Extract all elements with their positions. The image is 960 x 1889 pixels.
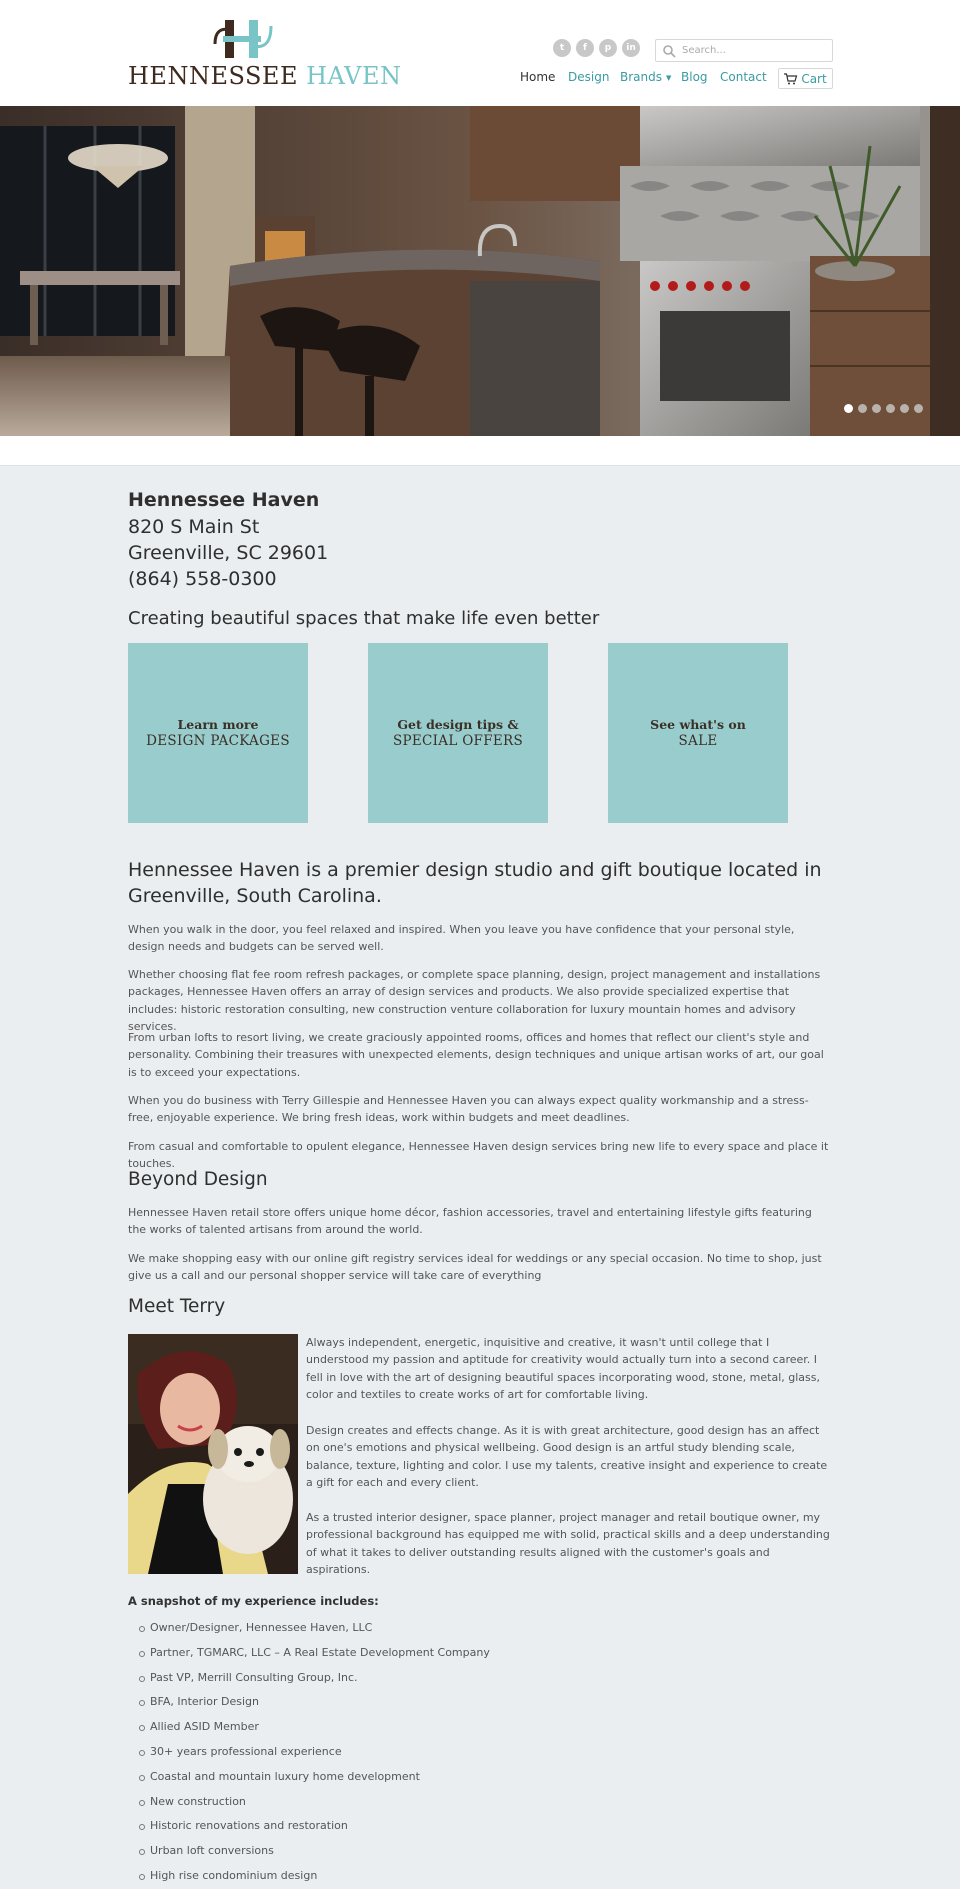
tagline: Creating beautiful spaces that make life even better	[128, 608, 600, 629]
nav-design[interactable]: Design	[568, 70, 610, 84]
intro-heading: Hennessee Haven is a premier design studio and gift boutique located in Greenville, South Carolina.	[128, 859, 822, 907]
experience-item: New construction	[128, 1790, 833, 1815]
twitter-icon[interactable]: t	[553, 39, 571, 57]
promo-line-1: Get design tips &	[397, 717, 519, 732]
bio-paragraph: Design creates and effects change. As it is with great architecture, good design has an affect on one's emotions and physical wellbeing. Good design is an artful study blending scale, balance, texture, lighting and color. I use my talents, creative insight and experience to create a gift for each and every client.	[306, 1424, 828, 1490]
promo-line-2: SALE	[678, 733, 718, 749]
experience-item: Coastal and mountain luxury home development	[128, 1765, 833, 1790]
beyond-paragraph: Hennessee Haven retail store offers unique home décor, fashion accessories, travel and entertaining lifestyle gifts featuring the works of talented artisans from around the world.	[128, 1206, 812, 1237]
site-header	[0, 0, 960, 106]
experience-item: Past VP, Merrill Consulting Group, Inc.	[128, 1666, 833, 1691]
intro-paragraph: From casual and comfortable to opulent elegance, Hennessee Haven design services bring new life to every space and place it touches.	[128, 1140, 829, 1171]
experience-heading: A snapshot of my experience includes:	[128, 1594, 379, 1608]
intro-paragraph: From urban lofts to resort living, we create graciously appointed rooms, offices and homes that reflect our client's style and personality. Combining their treasures with unexpected elements, design techniques and unique artisan works of art, our goal is to exceed your expectations.	[128, 1031, 824, 1079]
meet-terry-heading: Meet Terry	[128, 1296, 226, 1317]
hero-slideshow[interactable]	[0, 106, 960, 436]
intro-paragraph: Whether choosing flat fee room refresh packages, or complete space planning, design, project management and installations packages, Hennessee Haven offers an array of design services and products. We also provide specialized expertise that includes: historic restoration consulting, new construction venture collaboration for luxury mountain homes and advisory services.	[128, 968, 821, 1034]
slide-dot[interactable]	[914, 404, 923, 413]
nav-blog[interactable]: Blog	[681, 70, 708, 84]
phone-number[interactable]: (864) 558-0300	[128, 568, 277, 590]
social-links	[553, 39, 640, 57]
promo-line-1: Learn more	[177, 717, 259, 732]
beyond-design-heading: Beyond Design	[128, 1169, 268, 1190]
experience-item: 30+ years professional experience	[128, 1740, 833, 1765]
pinterest-icon[interactable]: p	[599, 39, 617, 57]
nav-contact[interactable]: Contact	[720, 70, 767, 84]
promo-line-2: SPECIAL OFFERS	[392, 733, 524, 749]
experience-item: Allied ASID Member	[128, 1715, 833, 1740]
chevron-down-icon: ▼	[666, 73, 672, 82]
slide-dot[interactable]	[844, 404, 853, 413]
experience-list	[128, 1616, 833, 1889]
logo-monogram-icon	[213, 16, 273, 60]
intro-paragraph: When you do business with Terry Gillespie and Hennessee Haven you can always expect quality workmanship and a stress-free, enjoyable experience. We bring fresh ideas, work within budgets and meet deadlines.	[128, 1094, 809, 1125]
terry-portrait-image	[128, 1334, 298, 1574]
experience-item: High rise condominium design	[128, 1864, 833, 1889]
logo-word-2: HAVEN	[306, 62, 402, 90]
beyond-paragraph: We make shopping easy with our online gift registry services ideal for weddings or any special occasion. No time to shop, just give us a call and our personal shopper service will take care of everything	[128, 1252, 822, 1283]
experience-item: Urban loft conversions	[128, 1839, 833, 1864]
cart-icon	[784, 73, 797, 85]
address-city: Greenville, SC 29601	[128, 542, 329, 564]
promo-special-offers[interactable]	[368, 643, 548, 823]
experience-item: BFA, Interior Design	[128, 1690, 833, 1715]
slide-indicators	[844, 404, 923, 413]
promo-line-1: See what's on	[650, 717, 746, 732]
logo-word-1: HENNESSEE	[128, 62, 298, 90]
hero-kitchen-image	[0, 106, 960, 436]
slide-dot[interactable]	[858, 404, 867, 413]
cart-button[interactable]	[778, 68, 833, 89]
search-input[interactable]	[682, 45, 822, 56]
search-icon	[662, 44, 676, 58]
experience-item: Owner/Designer, Hennessee Haven, LLC	[128, 1616, 833, 1641]
promo-sale[interactable]	[608, 643, 788, 823]
business-name: Hennessee Haven	[128, 489, 320, 511]
address-street: 820 S Main St	[128, 516, 260, 538]
nav-brands[interactable]	[620, 70, 671, 84]
cart-label: Cart	[801, 71, 827, 86]
bio-paragraph: Always independent, energetic, inquisitive and creative, it wasn't until college that I understood my passion and aptitude for creativity would actually turn into a second career. I fell in love with the art of designing beautiful spaces incorporating wood, stone, metal, glass, color and textiles to create works of art for comfortable living.	[306, 1336, 820, 1402]
hero-bottom-band	[0, 436, 960, 466]
facebook-icon[interactable]: f	[576, 39, 594, 57]
experience-item: Historic renovations and restoration	[128, 1814, 833, 1839]
experience-item: Partner, TGMARC, LLC – A Real Estate Development Company	[128, 1641, 833, 1666]
promo-design-packages[interactable]	[128, 643, 308, 823]
bio-paragraph: As a trusted interior designer, space planner, project manager and retail boutique owner, my professional background has equipped me with solid, practical skills and a deep understanding of what it takes to deliver outstanding results aligned with the customer's goals and aspirations.	[306, 1511, 830, 1577]
linkedin-icon[interactable]: in	[622, 39, 640, 57]
search-box[interactable]	[655, 39, 833, 62]
slide-dot[interactable]	[900, 404, 909, 413]
nav-home[interactable]: Home	[520, 70, 556, 84]
nav-brands-label: Brands	[620, 70, 662, 84]
slide-dot[interactable]	[886, 404, 895, 413]
slide-dot[interactable]	[872, 404, 881, 413]
promo-line-2: DESIGN PACKAGES	[146, 733, 290, 749]
intro-paragraph: When you walk in the door, you feel relaxed and inspired. When you leave you have confidence that your personal style, design needs and budgets can be served well.	[128, 923, 795, 954]
